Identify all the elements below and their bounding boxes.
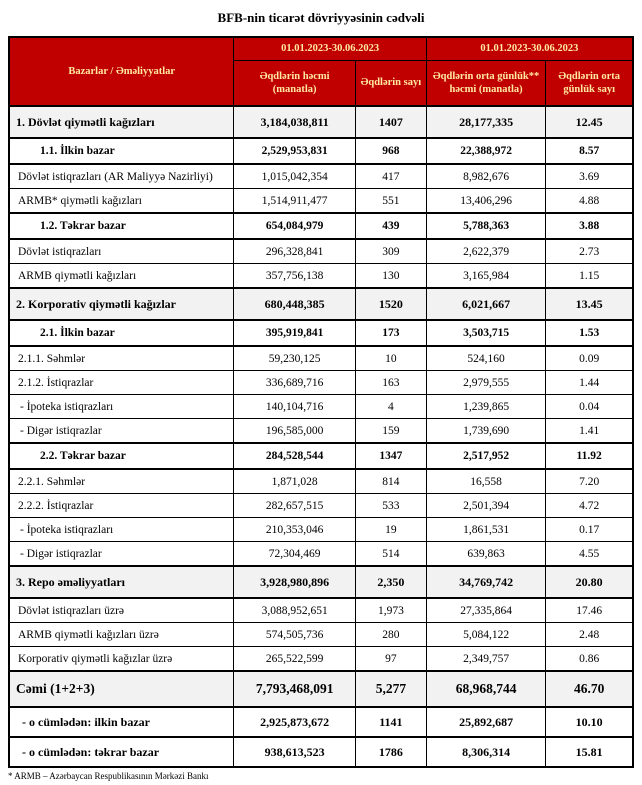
cell-volume: 357,756,138 xyxy=(234,264,356,289)
table-row xyxy=(9,371,633,395)
row-label: - Digər istiqrazlar xyxy=(9,542,234,567)
cell-avg-count: 0.04 xyxy=(546,395,633,419)
cell-avg-volume: 5,084,122 xyxy=(426,623,546,647)
table-row xyxy=(9,419,633,444)
row-label: - o cümlədən: təkrar bazar xyxy=(9,737,234,767)
cell-count: 814 xyxy=(355,469,426,494)
table-row xyxy=(9,320,633,346)
row-label: Dövlət istiqrazları xyxy=(9,239,234,264)
cell-avg-volume: 27,335,864 xyxy=(426,598,546,623)
cell-avg-count: 0.09 xyxy=(546,346,633,371)
footnote: * ARMB – Azərbaycan Respublikasının Mərkəzi Bankı xyxy=(8,771,209,781)
cell-avg-volume: 25,892,687 xyxy=(426,707,546,737)
cell-avg-volume: 22,388,972 xyxy=(426,138,546,164)
cell-avg-count: 2.48 xyxy=(546,623,633,647)
cell-avg-volume: 28,177,335 xyxy=(426,106,546,138)
table-row xyxy=(9,138,633,164)
table-row xyxy=(9,164,633,189)
table-row xyxy=(9,395,633,419)
cell-avg-volume: 3,165,984 xyxy=(426,264,546,289)
cell-avg-count: 1.15 xyxy=(546,264,633,289)
cell-avg-count: 17.46 xyxy=(546,598,633,623)
cell-count: 1520 xyxy=(355,288,426,320)
header-markets-operations: Bazarlar / Əməliyyatlar xyxy=(9,37,234,106)
cell-avg-count: 1.53 xyxy=(546,320,633,346)
cell-avg-count: 15.81 xyxy=(546,737,633,767)
page-title: BFB-nin ticarət dövriyyəsinin cədvəli xyxy=(217,10,425,25)
cell-count: 97 xyxy=(355,647,426,672)
row-label: - Digər istiqrazlar xyxy=(9,419,234,444)
cell-volume: 574,505,736 xyxy=(234,623,356,647)
table-header xyxy=(9,37,633,106)
cell-avg-volume: 34,769,742 xyxy=(426,566,546,598)
cell-volume: 265,522,599 xyxy=(234,647,356,672)
cell-count: 533 xyxy=(355,494,426,518)
cell-count: 19 xyxy=(355,518,426,542)
cell-avg-count: 46.70 xyxy=(546,671,633,707)
cell-avg-volume: 6,021,667 xyxy=(426,288,546,320)
cell-count: 4 xyxy=(355,395,426,419)
row-label: - İpoteka istiqrazları xyxy=(9,395,234,419)
cell-volume: 296,328,841 xyxy=(234,239,356,264)
cell-avg-volume: 1,239,865 xyxy=(426,395,546,419)
cell-avg-count: 12.45 xyxy=(546,106,633,138)
table-row xyxy=(9,239,633,264)
header-period-left: 01.01.2023-30.06.2023 xyxy=(234,37,426,61)
table-body xyxy=(9,106,633,767)
cell-volume: 3,928,980,896 xyxy=(234,566,356,598)
cell-avg-count: 1.44 xyxy=(546,371,633,395)
row-label: 2.2. Təkrar bazar xyxy=(9,443,234,469)
cell-volume: 395,919,841 xyxy=(234,320,356,346)
cell-avg-count: 7.20 xyxy=(546,469,633,494)
cell-count: 173 xyxy=(355,320,426,346)
cell-volume: 284,528,544 xyxy=(234,443,356,469)
cell-avg-count: 11.92 xyxy=(546,443,633,469)
cell-volume: 2,925,873,672 xyxy=(234,707,356,737)
cell-volume: 654,084,979 xyxy=(234,213,356,239)
table-row xyxy=(9,346,633,371)
row-label: 2.2.2. İstiqrazlar xyxy=(9,494,234,518)
cell-volume: 1,015,042,354 xyxy=(234,164,356,189)
cell-avg-count: 0.17 xyxy=(546,518,633,542)
cell-count: 968 xyxy=(355,138,426,164)
cell-avg-count: 3.88 xyxy=(546,213,633,239)
cell-count: 514 xyxy=(355,542,426,567)
cell-volume: 7,793,468,091 xyxy=(234,671,356,707)
table-row xyxy=(9,106,633,138)
row-label: 2.1.2. İstiqrazlar xyxy=(9,371,234,395)
cell-count: 280 xyxy=(355,623,426,647)
cell-avg-count: 13.45 xyxy=(546,288,633,320)
cell-avg-volume: 2,979,555 xyxy=(426,371,546,395)
table-row xyxy=(9,189,633,214)
table-row xyxy=(9,264,633,289)
cell-avg-volume: 2,501,394 xyxy=(426,494,546,518)
cell-count: 163 xyxy=(355,371,426,395)
cell-count: 439 xyxy=(355,213,426,239)
cell-avg-count: 3.69 xyxy=(546,164,633,189)
cell-avg-volume: 1,861,531 xyxy=(426,518,546,542)
cell-avg-count: 4.88 xyxy=(546,189,633,214)
cell-count: 1407 xyxy=(355,106,426,138)
row-label: 1. Dövlət qiymətli kağızları xyxy=(9,106,234,138)
header-avg-volume: Əqdlərin orta günlük** həcmi (manatla) xyxy=(426,61,546,107)
row-label: Dövlət istiqrazları üzrə xyxy=(9,598,234,623)
header-avg-count: Əqdlərin orta günlük sayı xyxy=(546,61,633,107)
table-row xyxy=(9,494,633,518)
cell-volume: 59,230,125 xyxy=(234,346,356,371)
cell-avg-volume: 13,406,296 xyxy=(426,189,546,214)
cell-count: 309 xyxy=(355,239,426,264)
row-label: ARMB* qiymətli kağızları xyxy=(9,189,234,214)
row-label: - o cümlədən: ilkin bazar xyxy=(9,707,234,737)
row-label: 2. Korporativ qiymətli kağızlar xyxy=(9,288,234,320)
table-row xyxy=(9,518,633,542)
cell-avg-volume: 524,160 xyxy=(426,346,546,371)
table-row xyxy=(9,737,633,767)
cell-volume: 3,184,038,811 xyxy=(234,106,356,138)
header-period-right: 01.01.2023-30.06.2023 xyxy=(426,37,633,61)
header-count: Əqdlərin sayı xyxy=(355,61,426,107)
cell-volume: 3,088,952,651 xyxy=(234,598,356,623)
row-label: Korporativ qiymətli kağızlar üzrə xyxy=(9,647,234,672)
cell-avg-volume: 5,788,363 xyxy=(426,213,546,239)
cell-avg-volume: 68,968,744 xyxy=(426,671,546,707)
row-label: 3. Repo əməliyyatları xyxy=(9,566,234,598)
cell-avg-count: 4.55 xyxy=(546,542,633,567)
row-label: ARMB qiymətli kağızları xyxy=(9,264,234,289)
cell-avg-count: 0.86 xyxy=(546,647,633,672)
table-row xyxy=(9,213,633,239)
row-label: - İpoteka istiqrazları xyxy=(9,518,234,542)
cell-volume: 210,353,046 xyxy=(234,518,356,542)
cell-avg-volume: 639,863 xyxy=(426,542,546,567)
row-label: 2.2.1. Səhmlər xyxy=(9,469,234,494)
row-label: 2.1.1. Səhmlər xyxy=(9,346,234,371)
row-label: Dövlət istiqrazları (AR Maliyyə Nazirliyi) xyxy=(9,164,234,189)
table-row xyxy=(9,542,633,567)
cell-count: 159 xyxy=(355,419,426,444)
row-label: ARMB qiymətli kağızları üzrə xyxy=(9,623,234,647)
header-volume: Əqdlərin həcmi (manatla) xyxy=(234,61,356,107)
table-row xyxy=(9,623,633,647)
cell-avg-count: 1.41 xyxy=(546,419,633,444)
cell-count: 551 xyxy=(355,189,426,214)
row-label: 2.1. İlkin bazar xyxy=(9,320,234,346)
row-label: 1.2. Təkrar bazar xyxy=(9,213,234,239)
cell-count: 1347 xyxy=(355,443,426,469)
cell-volume: 72,304,469 xyxy=(234,542,356,567)
cell-avg-volume: 8,982,676 xyxy=(426,164,546,189)
cell-avg-count: 4.72 xyxy=(546,494,633,518)
cell-volume: 140,104,716 xyxy=(234,395,356,419)
turnover-table xyxy=(8,36,634,768)
cell-volume: 196,585,000 xyxy=(234,419,356,444)
cell-volume: 2,529,953,831 xyxy=(234,138,356,164)
cell-avg-volume: 16,558 xyxy=(426,469,546,494)
cell-count: 5,277 xyxy=(355,671,426,707)
cell-count: 417 xyxy=(355,164,426,189)
cell-avg-count: 8.57 xyxy=(546,138,633,164)
cell-avg-volume: 1,739,690 xyxy=(426,419,546,444)
cell-count: 130 xyxy=(355,264,426,289)
table-row xyxy=(9,288,633,320)
cell-volume: 336,689,716 xyxy=(234,371,356,395)
cell-avg-volume: 2,622,379 xyxy=(426,239,546,264)
cell-count: 1786 xyxy=(355,737,426,767)
cell-avg-count: 20.80 xyxy=(546,566,633,598)
cell-volume: 1,514,911,477 xyxy=(234,189,356,214)
cell-avg-volume: 2,349,757 xyxy=(426,647,546,672)
row-label: 1.1. İlkin bazar xyxy=(9,138,234,164)
row-label: Cəmi (1+2+3) xyxy=(9,671,234,707)
cell-volume: 680,448,385 xyxy=(234,288,356,320)
cell-count: 10 xyxy=(355,346,426,371)
cell-avg-count: 10.10 xyxy=(546,707,633,737)
cell-avg-volume: 8,306,314 xyxy=(426,737,546,767)
cell-volume: 282,657,515 xyxy=(234,494,356,518)
header-period-row xyxy=(9,37,633,61)
cell-avg-count: 2.73 xyxy=(546,239,633,264)
cell-count: 1141 xyxy=(355,707,426,737)
table-row xyxy=(9,647,633,672)
table-row xyxy=(9,469,633,494)
table-row xyxy=(9,671,633,707)
cell-count: 1,973 xyxy=(355,598,426,623)
table-row xyxy=(9,443,633,469)
table-row xyxy=(9,707,633,737)
cell-avg-volume: 3,503,715 xyxy=(426,320,546,346)
cell-count: 2,350 xyxy=(355,566,426,598)
table-row xyxy=(9,598,633,623)
table-row xyxy=(9,566,633,598)
cell-avg-volume: 2,517,952 xyxy=(426,443,546,469)
cell-volume: 938,613,523 xyxy=(234,737,356,767)
cell-volume: 1,871,028 xyxy=(234,469,356,494)
